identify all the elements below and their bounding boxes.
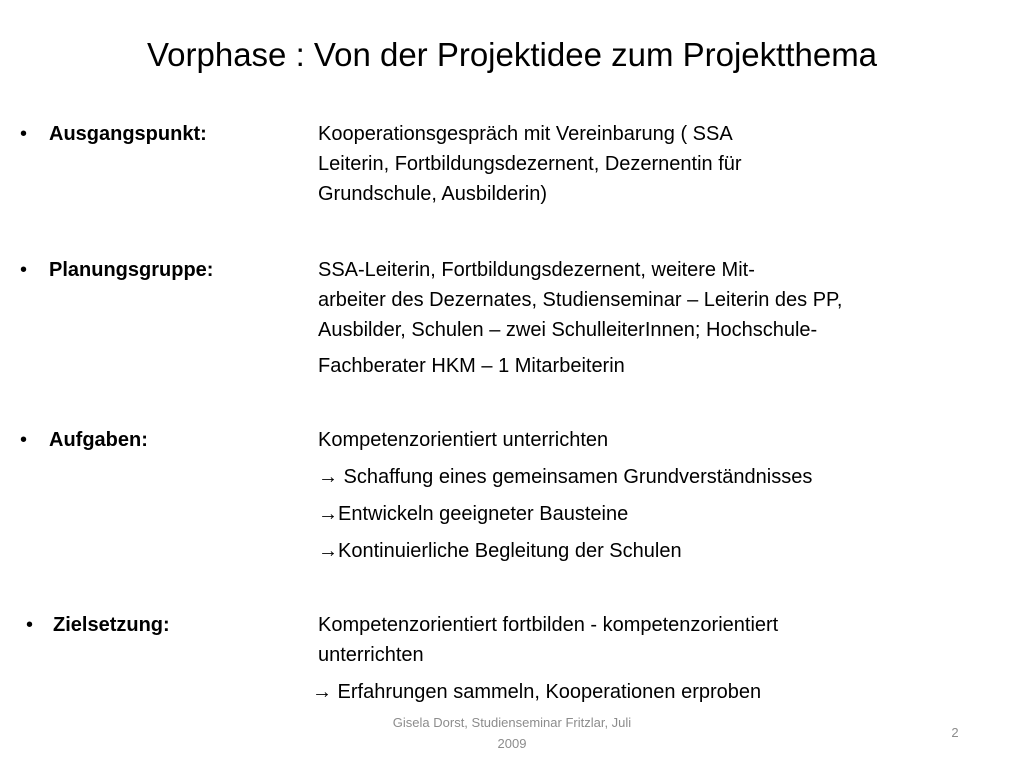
text-line: SSA-Leiterin, Fortbildungsdezernent, weitere Mit- xyxy=(318,259,755,281)
bullet-icon: • xyxy=(20,429,28,451)
bullet-icon: • xyxy=(20,123,28,145)
bullet-icon: • xyxy=(20,259,28,281)
arrow-line: →Kontinuierliche Begleitung der Schulen xyxy=(318,540,682,562)
arrow-line: → Erfahrungen sammeln, Kooperationen erproben xyxy=(312,681,762,703)
text-line: arbeiter des Dezernates, Studienseminar – Leiterin des PP, xyxy=(318,289,843,311)
text-line: Fachberater HKM – 1 Mitarbeiterin xyxy=(318,355,625,377)
text-line: Ausbilder, Schulen – zwei SchulleiterInnen; Hochschule- xyxy=(318,319,818,341)
slide-footer xyxy=(340,712,684,754)
footer-author-line: Gisela Dorst, Studienseminar Fritzlar, Juli xyxy=(392,715,632,730)
arrow-line: →Entwickeln geeigneter Bausteine xyxy=(318,503,629,525)
label-aufgaben: Aufgaben: xyxy=(49,429,148,451)
text-line: Kooperationsgespräch mit Vereinbarung ( SSA xyxy=(318,123,733,145)
label-planungsgruppe: Planungsgruppe: xyxy=(49,259,214,281)
footer-year-line: 2009 xyxy=(497,736,527,751)
label-ausgangspunkt: Ausgangspunkt: xyxy=(49,123,207,145)
text-line: Grundschule, Ausbilderin) xyxy=(318,183,548,205)
page-number: 2 xyxy=(951,725,959,740)
text-line: Kompetenzorientiert unterrichten xyxy=(318,429,609,451)
text-line: unterrichten xyxy=(318,644,424,666)
text-line: Leiterin, Fortbildungsdezernent, Dezernentin für xyxy=(318,153,742,175)
text-line: Kompetenzorientiert fortbilden - kompetenzorientiert xyxy=(318,614,779,636)
label-zielsetzung: Zielsetzung: xyxy=(53,614,170,636)
arrow-line: → Schaffung eines gemeinsamen Grundverständnisses xyxy=(318,466,813,488)
slide-title: Vorphase : Von der Projektidee zum Projektthema xyxy=(146,36,878,73)
bullet-icon: • xyxy=(26,614,34,636)
